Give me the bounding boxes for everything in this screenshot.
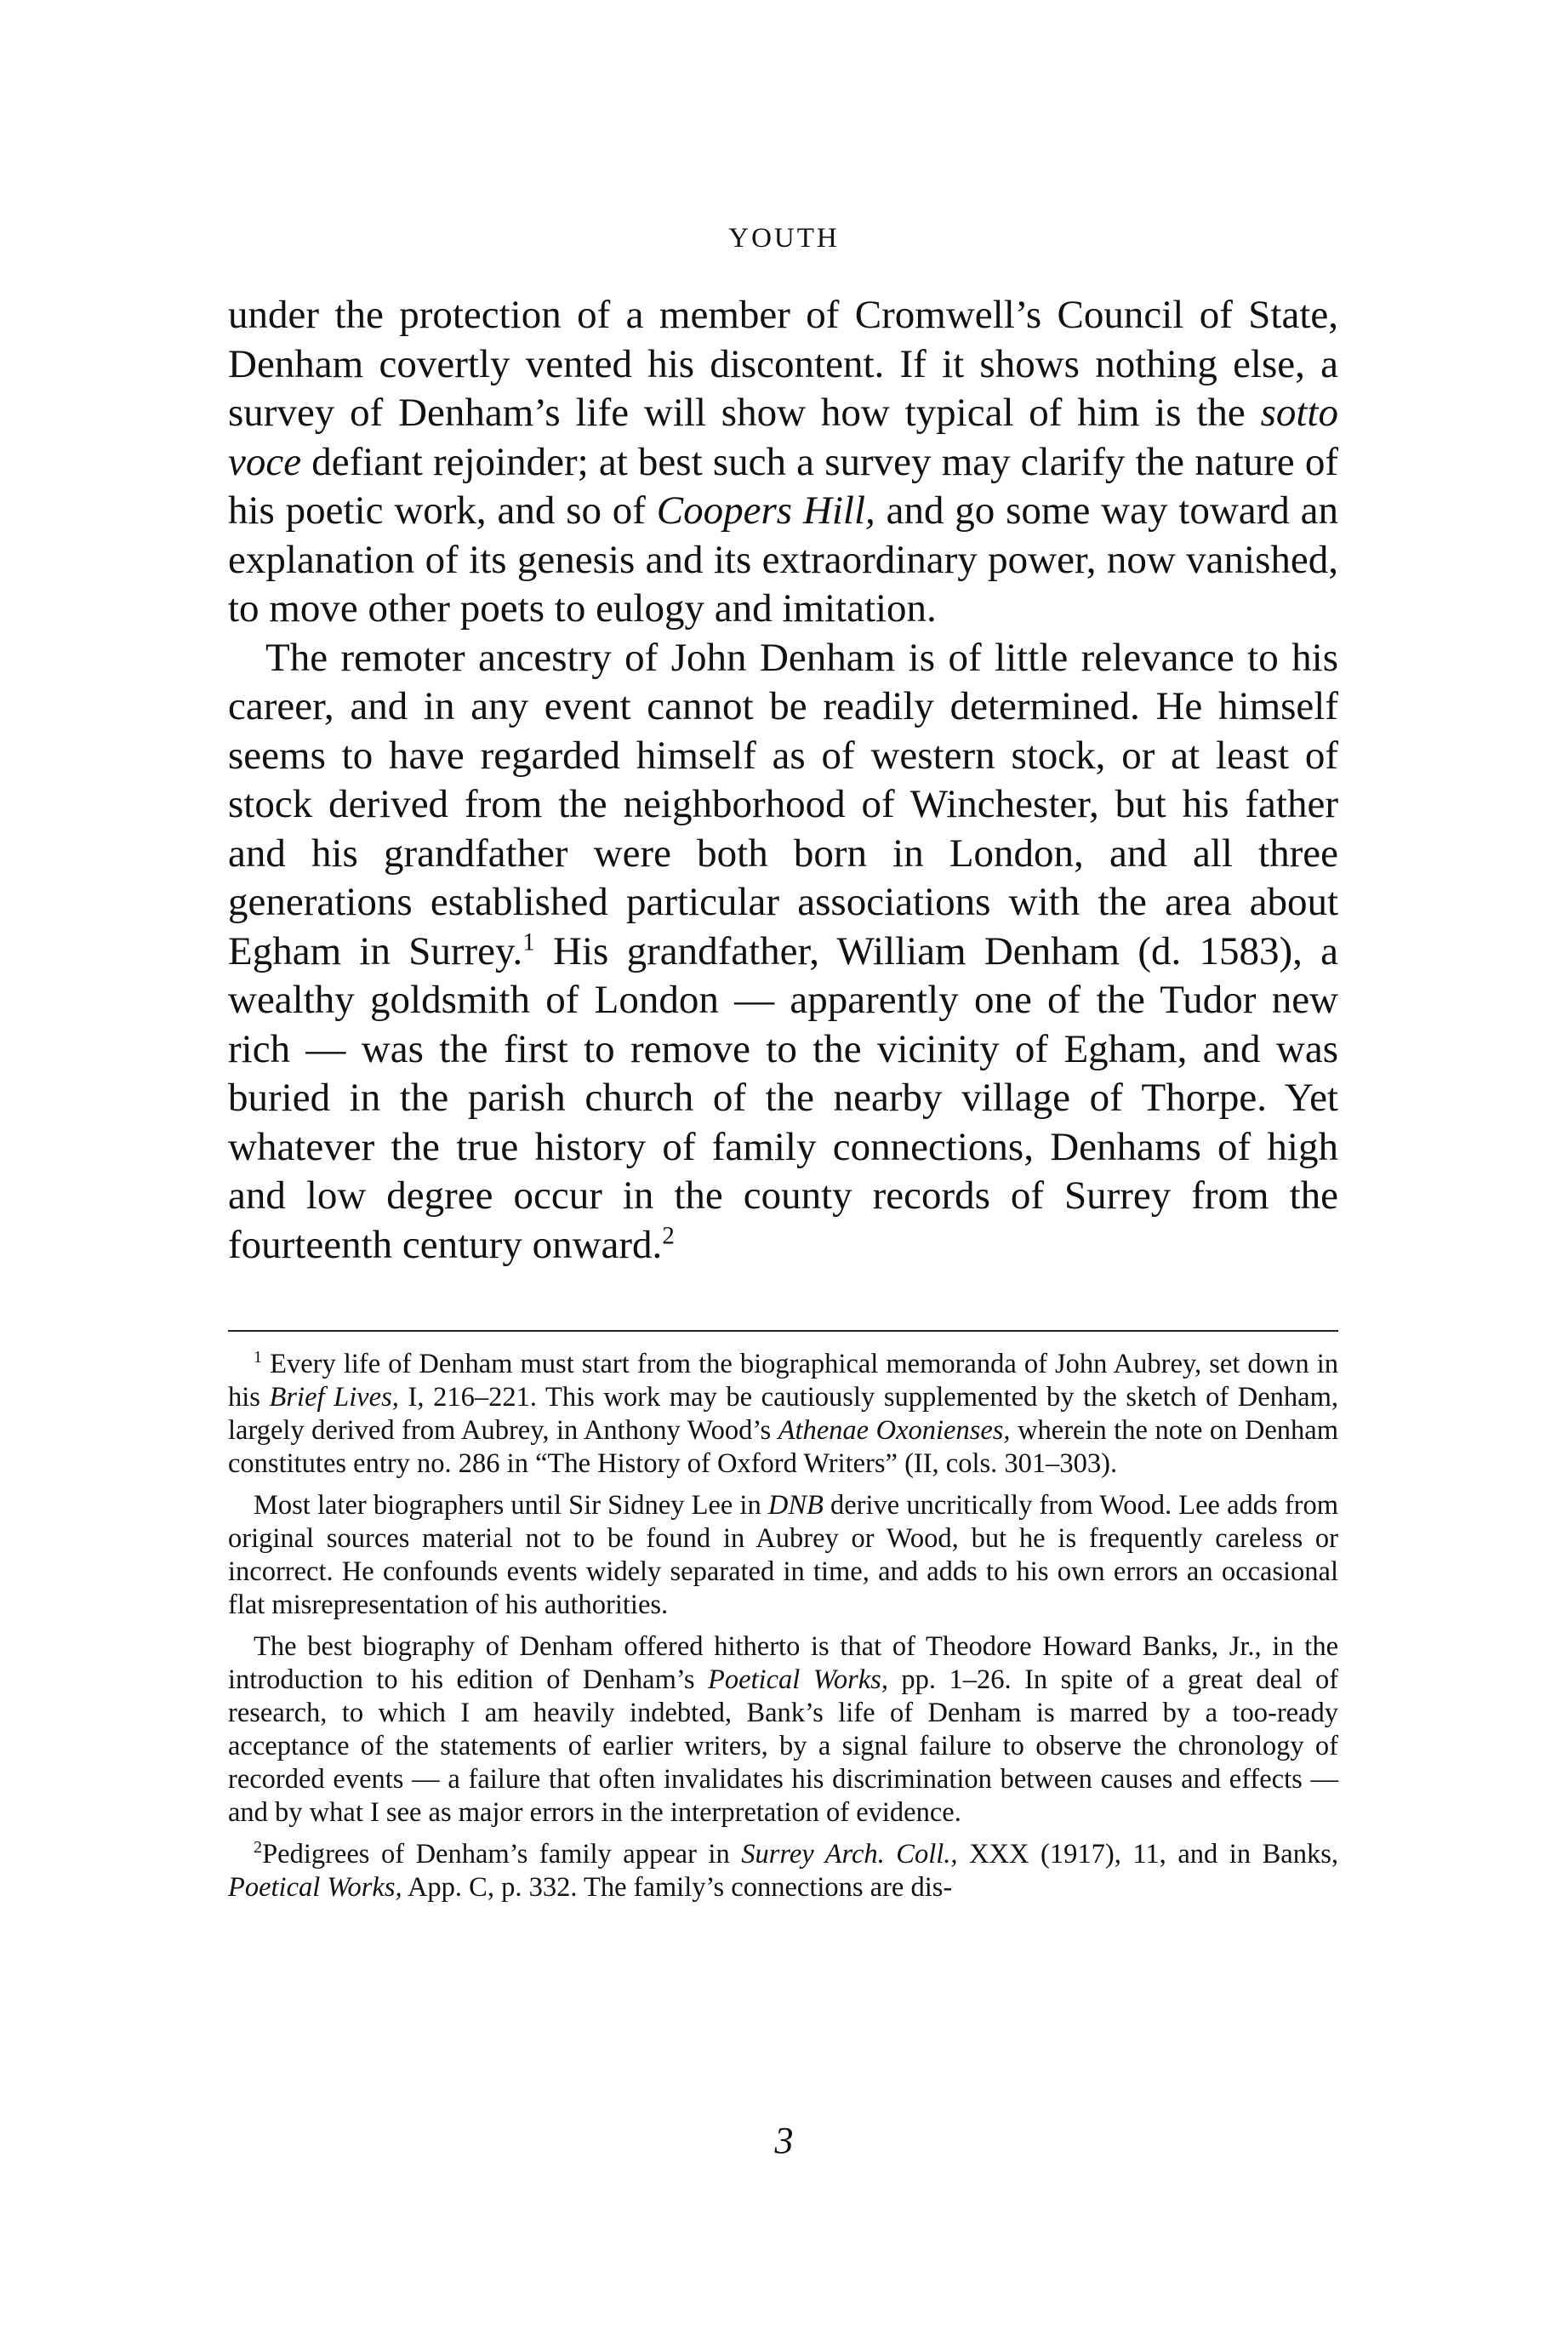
paragraph-1 (228, 291, 1338, 634)
running-head: YOUTH (728, 223, 840, 254)
footnote-1c-text-2: pp. 1–26. In spite of a great deal of research, to which I am heavily indebted, Bank’s life of Denham is marred by a too-ready acceptance of the statements of earlier writers, by a signal failure to observe the chronology of recorded events — a failure that often invalidates his discrimination between causes and effects — and by what I see as major errors in the interpretation of evidence. (228, 1664, 1339, 1828)
footnote-ref-1[interactable]: 1 (522, 928, 535, 956)
footnote-divider (228, 1330, 1338, 1332)
paragraph-1-italic-coopers-hill: Coopers Hill, (656, 488, 875, 533)
paragraph-2 (228, 634, 1338, 1270)
paragraph-1-text-3: and go some way toward an explanation of its genesis and its extraordinary power, now vanished, to move other poets to eulogy and imitation. (228, 488, 1338, 631)
footnote-1-text-3: wherein the note on Denham constitutes entry no. 286 in “The History of Oxford Writers” (II, cols. 301–303). (228, 1415, 1338, 1479)
footnote-1b-text-1: Most later biographers until Sir Sidney Lee in (254, 1490, 768, 1521)
footnote-1-continued-a (228, 1489, 1338, 1622)
footnote-2-text-2: XXX (1917), 11, and in Banks, (957, 1839, 1338, 1870)
body-text (228, 291, 1338, 1270)
footnote-1c-italic-poetical-works: Poetical Works, (708, 1664, 888, 1695)
footnote-2-italic-poetical-works: Poetical Works, (228, 1872, 402, 1903)
footnote-1-italic-brief-lives: Brief Lives, (269, 1382, 399, 1413)
paragraph-2-text-1: The remoter ancestry of John Denham is of little relevance to his career, and in any event cannot be readily determined. He himself seems to have regarded himself as of western stock, or at least of stock derived from the neighborhood of Winchester, but his father and his grandfather were both born in London, and all three generations established particular associations with the area about Egham in Surrey. (228, 635, 1338, 973)
paragraph-1-italic-sotto-voce: sotto voce (228, 391, 1338, 484)
footnote-1-continued-b (228, 1630, 1338, 1830)
paragraph-2-text-2: His grandfather, William Denham (d. 1583), a wealthy goldsmith of London — apparently one of the Tudor new rich — was the first to remove to the vicinity of Egham, and was buried in the parish church of the nearby village of Thorpe. Yet whatever the true history of family connections, Denhams of high and low degree occur in the county records of Surrey from the fourteenth century onward. (228, 928, 1339, 1267)
footnote-1b-italic-dnb: DNB (767, 1490, 824, 1521)
footnote-2-text-1: Pedigrees of Denham’s family appear in (262, 1839, 742, 1870)
footnote-1c-text-1: The best biography of Denham offered hitherto is that of Theodore Howard Banks, Jr., in the introduction to his edition of Denham’s (228, 1631, 1338, 1695)
footnote-1-mark: 1 (254, 1348, 263, 1367)
paragraph-1-text-2: defiant rejoinder; at best such a survey may clarify the nature of his poetic work, and so of (228, 439, 1338, 533)
footnote-1 (228, 1348, 1338, 1481)
footnote-2-italic-surrey: Surrey Arch. Coll., (741, 1839, 958, 1870)
footnote-1-italic-athenae: Athenae Oxonienses, (778, 1415, 1011, 1446)
footnote-ref-2[interactable]: 2 (662, 1221, 675, 1249)
footnote-1b-text-2: derive uncritically from Wood. Lee adds from original sources material not to be found in Aubrey or Wood, but he is frequently careless or incorrect. He confounds events widely separated in time, and adds to his own errors an occasional flat misrepresentation of his authorities. (228, 1490, 1338, 1620)
footnote-1-text-2: I, 216–221. This work may be cautiously supplemented by the sketch of Denham, largely derived from Aubrey, in Anthony Wood’s (228, 1382, 1338, 1446)
page-number: 3 (774, 2120, 794, 2161)
footnote-2-text-3: App. C, p. 332. The family’s connections are dis- (402, 1872, 953, 1903)
footnote-1-text-1: Every life of Denham must start from the biographical memoranda of John Aubrey, set down in his (228, 1349, 1338, 1413)
footnote-2-mark: 2 (254, 1838, 263, 1858)
footnotes (228, 1348, 1338, 1913)
footnote-2 (228, 1838, 1338, 1904)
paragraph-1-text-1: under the protection of a member of Cromwell’s Council of State, Denham covertly vented his discontent. If it shows nothing else, a survey of Denham’s life will show how typical of him is the (228, 293, 1338, 435)
